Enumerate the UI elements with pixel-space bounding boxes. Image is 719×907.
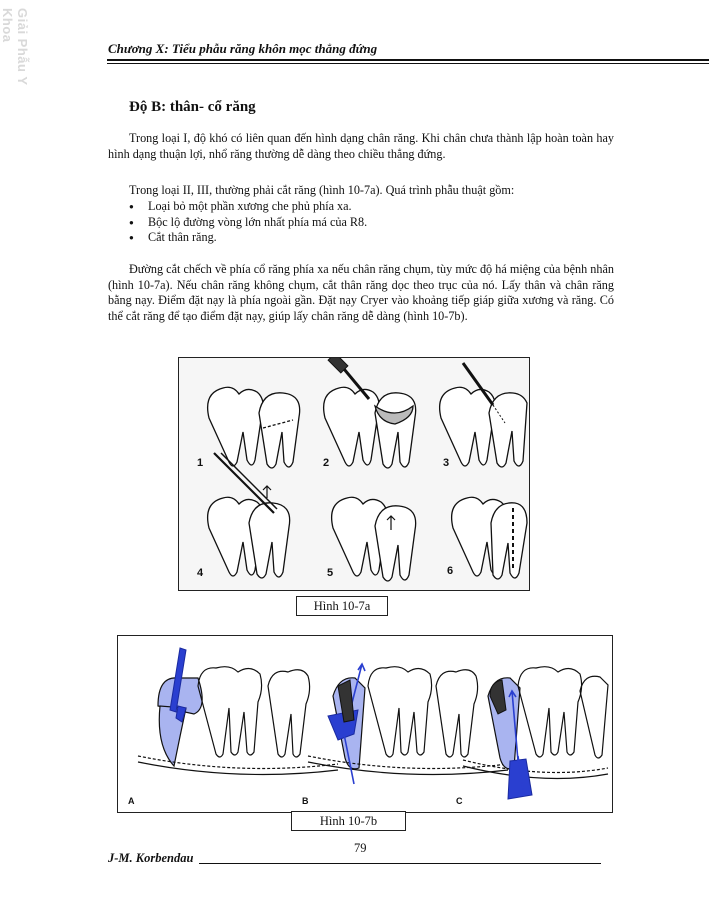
figure-10-7b <box>117 635 613 813</box>
procedure-list <box>108 199 614 246</box>
figure-caption: Hình 10-7a <box>296 596 388 616</box>
figure-10-7a <box>178 357 530 591</box>
figure-caption: Hình 10-7b <box>291 811 406 831</box>
paragraph-1: Trong loại I, độ khó có liên quan đến hình dạng chân răng. Khi chân chưa thành lập hoàn toàn hay hình dạng thuận lợi, nhổ răng thường dễ dàng theo chiều thẳng đứng. <box>108 131 614 161</box>
header-rule <box>107 59 709 61</box>
header-rule-thin <box>107 63 709 64</box>
chapter-title: Chương X: Tiểu phẫu răng khôn mọc thẳng đứng <box>108 41 378 56</box>
watermark: Giải Phẫu Y Khoa <box>0 8 30 86</box>
panel-label: A <box>128 796 135 806</box>
paragraph-2: Trong loại II, III, thường phải cắt răng (hình 10-7a). Quá trình phẫu thuật gồm: <box>129 183 515 197</box>
list-item: ● Bộc lộ đường vòng lớn nhất phía má của R8. <box>108 215 614 231</box>
panel-label: C <box>456 796 463 806</box>
panel-label: 1 <box>197 457 204 469</box>
page-number: 79 <box>354 841 367 855</box>
panel-label: 3 <box>443 457 450 469</box>
panel-label: 2 <box>323 457 330 469</box>
elevator-illustration <box>118 636 612 812</box>
panel-label: B <box>302 796 309 806</box>
list-item: ● Loại bỏ một phần xương che phủ phía xa. <box>108 199 614 215</box>
panel-label: 6 <box>447 565 454 577</box>
panel-label: 4 <box>197 567 204 579</box>
footer-rule <box>199 863 601 864</box>
footer-author: J-M. Korbendau <box>108 851 194 865</box>
list-item: ● Cắt thân răng. <box>108 230 614 246</box>
section-heading: Độ B: thân- cổ răng <box>129 99 256 115</box>
panel-label: 5 <box>327 567 334 579</box>
paragraph-3: Đường cắt chếch về phía cổ răng phía xa nếu chân răng chụm, tùy mức độ há miệng của bệnh nhân (hình 10-7a). Nếu chân răng không chụm, cắt thân răng dọc theo trục của nó. Lấy thân và chân răng bằng nạy. Điểm đặt nạy là phía ngoài gần. Đặt nạy Cryer vào khoảng tiếp giáp giữa xương và răng. Có thể cắt răng để tạo điểm đặt nạy, giúp lấy chân răng dễ dàng (hình 10-7b). <box>108 262 614 323</box>
tooth-sectioning-illustration <box>179 358 529 590</box>
